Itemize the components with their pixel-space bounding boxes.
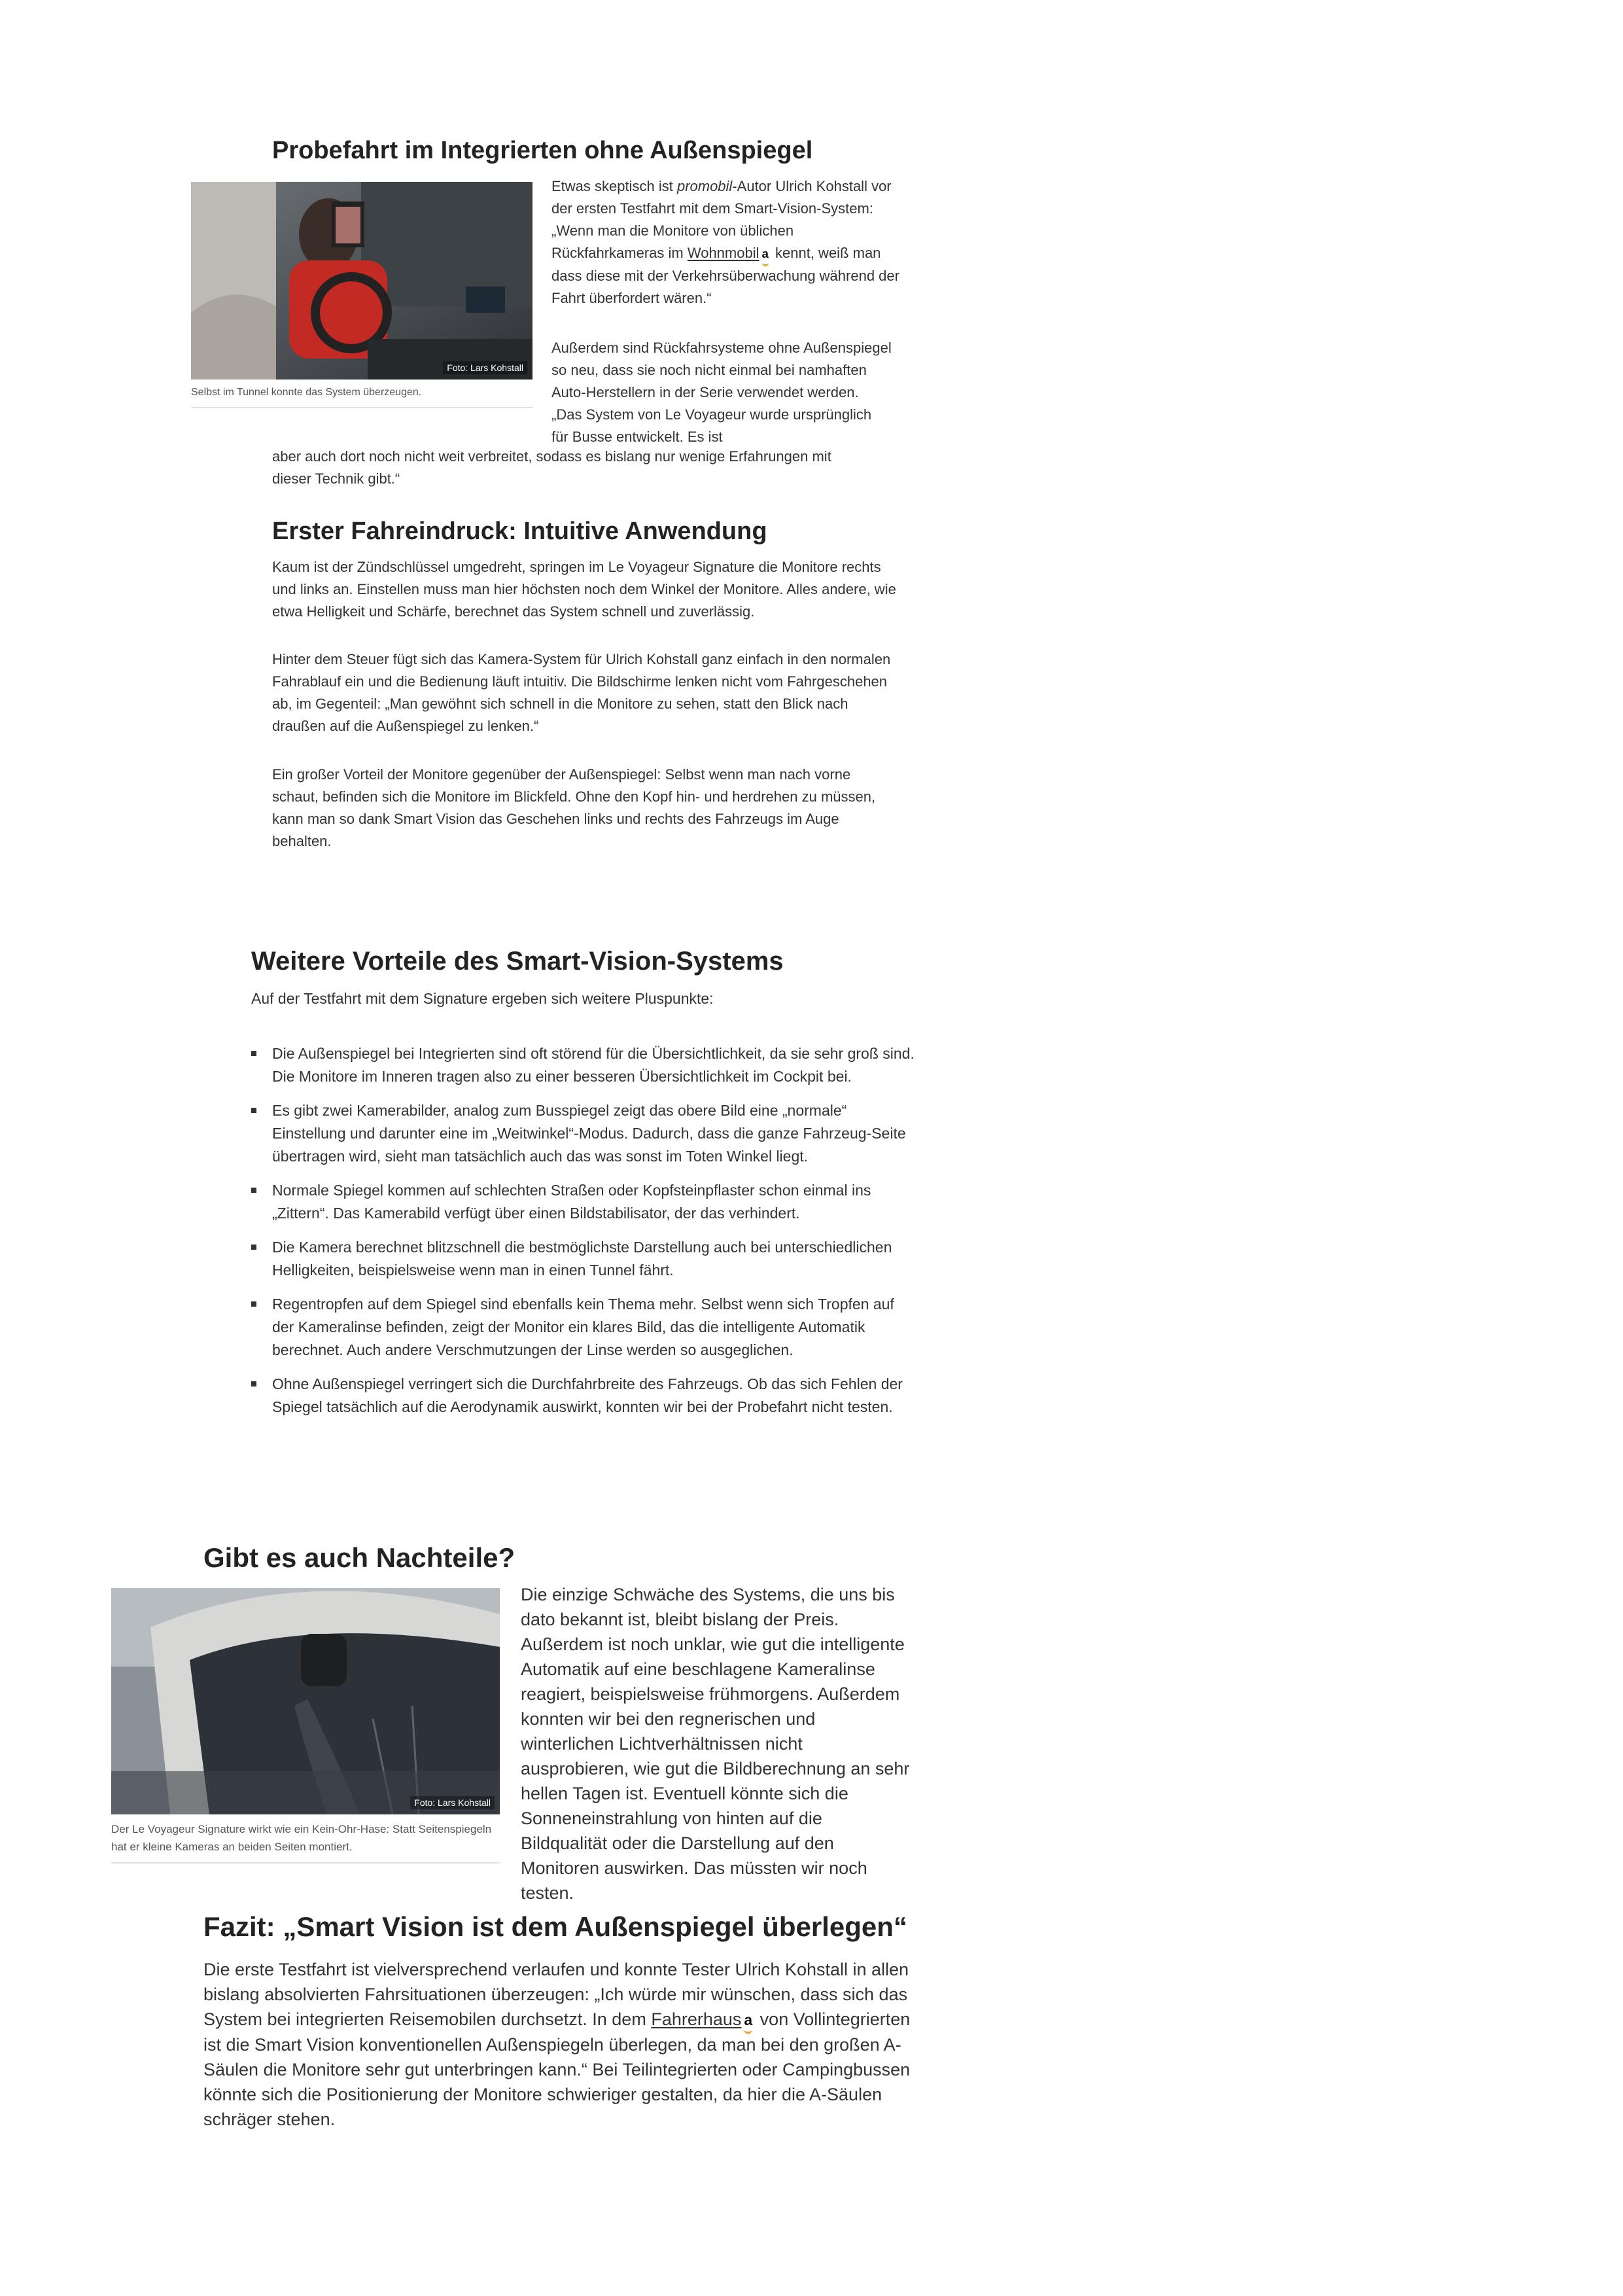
section-heading: Erster Fahreindruck: Intuitive Anwendung [272,518,767,545]
photo-caption: Der Le Voyageur Signature wirkt wie ein Kein-Ohr-Hase: Statt Seitenspiegeln hat er kleine Kameras an beiden Seiten montiert. [111,1820,500,1863]
camera-photo[interactable] [111,1588,500,1814]
list-item: Ohne Außenspiegel verringert sich die Durchfahrbreite des Fahrzeugs. Ob das sich Fehlen der Spiegel tatsächlich auf die Aerodynamik auswirkt, konnten wir bei der Probefahrt nicht testen. [251,1373,917,1419]
system-paragraph: Außerdem sind Rückfahrsysteme ohne Außenspiegel so neu, dass sie noch nicht einmal bei namhaften Auto-Herstellern in der Serie verwendet werden. „Das System von Le Voyageur wurde ursprünglich für Busse entwickelt. Es ist [551,340,892,445]
paragraph: Ein großer Vorteil der Monitore gegenüber der Außenspiegel: Selbst wenn man nach vorne schaut, befinden sich die Monitore im Blickfeld. Ohne den Kopf hin- und herdrehen zu müssen, kann man so dank Smart Vision das Geschehen links und rechts des Fahrzeugs im Auge behalten. [272,766,876,849]
system-paragraph-cont: aber auch dort noch nicht weit verbreitet, sodass es bislang nur wenige Erfahrungen mit dieser Technik gibt.“ [272,448,831,487]
paragraph: Die einzige Schwäche des Systems, die uns bis dato bekannt ist, bleibt bislang der Preis. Außerdem ist noch unklar, wie gut die intelligente Automatik auf eine beschlagene Kameralinse reagiert, beispielsweise frühmorgens. Außerdem konnten wir bei den regnerischen und winterlichen Lichtverhältnissen nicht ausprobieren, wie gut die Bildberechnung an sehr hellen Tagen ist. Eventuell könnte sich die Sonneneinstrahlung von hinten auf die Bildqualität oder die Darstellung auf den Monitoren auswirken. Das müssten wir noch testen. [521,1585,910,1903]
intro-paragraph: Etwas skeptisch ist promobil-Autor Ulrich Kohstall vor der ersten Testfahrt mit dem Smart-Vision-System: „Wenn man die Monitore von üblichen Rückfahrkameras im Wohnmobil a kennt, weiß man dass diese mit der Verkehrsüberwachung während der Fahrt überfordert wären.“ [551,178,899,306]
wohnmobil-link[interactable]: Wohnmobil [687,245,759,261]
photo-caption: Selbst im Tunnel konnte das System überzeugen. [191,385,532,408]
intro-paragraph: Auf der Testfahrt mit dem Signature ergeben sich weitere Pluspunkte: [251,990,714,1007]
amazon-icon[interactable]: a [762,243,769,265]
fahrerhaus-link[interactable]: Fahrerhaus [651,2009,742,2029]
camera-photo-image [111,1588,500,1814]
list-item: Regentropfen auf dem Spiegel sind ebenfalls kein Thema mehr. Selbst wenn sich Tropfen auf der Kameralinse befinden, zeigt der Monitor ein klares Bild, das die intelligente Automatik berechnet. Auch andere Verschmutzungen der Linse werden so ausgeglichen. [251,1293,917,1362]
photo-credit: Foto: Lars Kohstall [410,1796,495,1809]
paragraph: Kaum ist der Zündschlüssel umgedreht, springen im Le Voyageur Signature die Monitore rechts und links an. Einstellen muss man hier höchsten noch dem Winkel der Monitore. Alles andere, wie etwa Helligkeit und Schärfe, berechnet das System schnell und zuverlässig. [272,559,896,620]
conclusion-paragraph: Die erste Testfahrt ist vielversprechend verlaufen und konnte Tester Ulrich Kohstall in allen bislang absolvierten Fahrsituationen überzeugen: „Ich würde mir wünschen, dass sich das System bei integrierten Reisemobilen durchsetzt. In dem Fahrerhaus a von Vollintegrierten ist die Smart Vision konventionellen Außenspiegeln überlegen, da man bei den großen A-Säulen die Monitore sehr gut unterbringen kann.“ Bei Teilintegrierten oder Campingbussen könnte sich die Positionierung der Monitore schwieriger gestalten, da hier die A-Säulen schräger stehen. [203,1960,911,2129]
list-item: Normale Spiegel kommen auf schlechten Straßen oder Kopfsteinpflaster schon einmal ins „Zittern“. Das Kamerabild verfügt über einen Bildstabilisator, der das verhindert. [251,1179,917,1225]
list-item: Die Außenspiegel bei Integrierten sind oft störend für die Übersichtlichkeit, da sie sehr groß sind. Die Monitore im Inneren tragen also zu einer besseren Übersichtlichkeit im Cockpit bei. [251,1042,917,1088]
section-heading: Weitere Vorteile des Smart-Vision-Systems [251,947,784,976]
tunnel-photo-image [191,182,532,380]
paragraph: Hinter dem Steuer fügt sich das Kamera-System für Ulrich Kohstall ganz einfach in den normalen Fahrablauf ein und die Bedienung läuft intuitiv. Die Bildschirme lenken nicht vom Fahrgeschehen ab, im Gegenteil: „Man gewöhnt sich schnell in die Monitore zu sehen, statt den Blick nach draußen auf die Außenspiegel zu lenken.“ [272,651,891,734]
advantages-list [251,1042,917,1430]
photo-credit: Foto: Lars Kohstall [443,361,527,374]
section-heading: Probefahrt im Integrierten ohne Außenspiegel [272,137,813,164]
section-heading: Fazit: „Smart Vision ist dem Außenspiegel überlegen“ [203,1911,907,1942]
list-item: Es gibt zwei Kamerabilder, analog zum Busspiegel zeigt das obere Bild eine „normale“ Einstellung und darunter eine im „Weitwinkel“-Modus. Dadurch, dass die ganze Fahrzeug-Seite übertragen wird, sieht man tatsächlich auch das was sonst im Toten Winkel liegt. [251,1099,917,1168]
list-item: Die Kamera berechnet blitzschnell die bestmöglichste Darstellung auch bei unterschiedlichen Helligkeiten, beispielsweise wenn man in einen Tunnel fährt. [251,1236,917,1282]
tunnel-photo[interactable] [191,182,532,380]
section-heading: Gibt es auch Nachteile? [203,1542,515,1573]
amazon-icon[interactable]: a [744,2007,752,2032]
brand-promobil: promobil [676,178,733,194]
